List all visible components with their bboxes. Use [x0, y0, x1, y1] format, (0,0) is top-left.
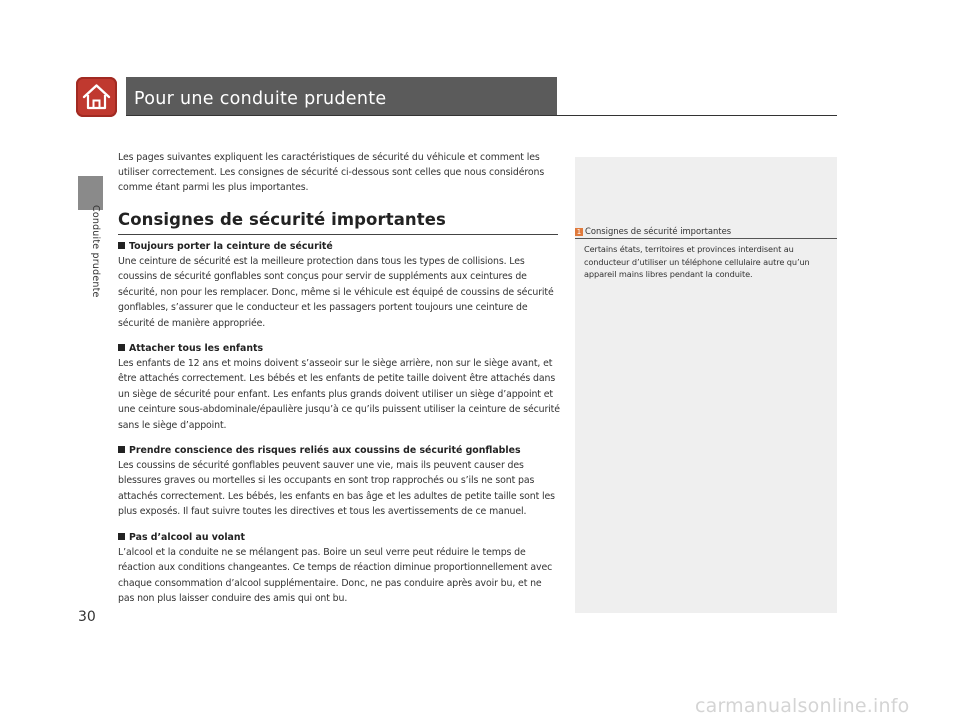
bullet-square-icon	[118, 242, 125, 249]
safety-item	[118, 530, 560, 607]
safety-item-body: Une ceinture de sécurité est la meilleure protection dans tous les types de collisions. Les coussins de sécurité gonflables sont conçus pour servir de suppléments aux ceintures de sécurité, non pour les remplacer. Donc, même si le véhicule est équipé de coussins de sécurité gonflables, s’assurer que le conducteur et les passagers portent toujours une ceinture de sécurité de manière appropriée.	[118, 256, 554, 329]
side-note-body: Certains états, territoires et provinces interdisent au conducteur d’utiliser un téléphone cellulaire autre qu’un appareil mains libres pendant la conduite.	[584, 244, 810, 279]
safety-item-heading: Prendre conscience des risques reliés aux coussins de sécurité gonflables	[129, 445, 521, 457]
safety-item-body: L’alcool et la conduite ne se mélangent pas. Boire un seul verre peut réduire le temps de réaction aux conditions changeantes. Ce temps de réaction diminue proportionnellement avec chaque consommation d’alcool supplémentaire. Donc, ne pas conduire après avoir bu, et ne pas non plus laisser conduire des amis qui ont bu.	[118, 546, 553, 604]
safety-item-body: Les enfants de 12 ans et moins doivent s’asseoir sur le siège arrière, non sur le siège avant, et être attachés correctement. Les bébés et les enfants de petite taille doivent être attachés dans un siège de sécurité pour enfant. Les enfants plus grands doivent utiliser un siège d’appoint et une ceinture sous-abdominale/épaulière jusqu’à ce qu’ils puissent utiliser la ceinture de sécurité sans le siège d’appoint.	[118, 358, 560, 431]
watermark: carmanualsonline.info	[695, 695, 910, 717]
home-icon	[81, 82, 112, 112]
safety-item-heading: Pas d’alcool au volant	[129, 531, 246, 543]
safety-item-heading: Toujours porter la ceinture de sécurité	[129, 241, 333, 252]
safety-item-heading-row	[118, 239, 560, 254]
safety-item-heading: Attacher tous les enfants	[129, 343, 264, 355]
home-button[interactable]	[76, 77, 117, 117]
page-number: 30	[78, 609, 96, 625]
section-divider	[118, 234, 558, 235]
intro-paragraph: Les pages suivantes expliquent les caractéristiques de sécurité du véhicule et comment les utiliser correctement. Les consignes de sécurité ci-dessous sont celles que nous considérons comme étant parmi les plus importantes.	[118, 152, 545, 193]
safety-item	[118, 239, 560, 331]
page-title: Pour une conduite prudente	[134, 89, 387, 109]
side-note-divider	[575, 238, 837, 239]
note-number-icon: 1	[576, 228, 582, 236]
side-note-heading: Consignes de sécurité importantes	[585, 226, 732, 236]
chapter-label: Conduite prudente	[90, 205, 101, 298]
safety-item	[118, 341, 560, 433]
safety-item-body: Les coussins de sécurité gonflables peuvent sauver une vie, mais ils peuvent causer des blessures graves ou mortelles si les occupants en sont trop rapprochés ou s’ils ne sont pas attachés correctement. Les bébés, les enfants en bas âge et les adultes de petite taille sont les plus exposés. Il faut suivre toutes les directives et tous les avertissements de ce manuel.	[118, 460, 555, 518]
safety-item-heading-row	[118, 341, 560, 356]
section-title: Consignes de sécurité importantes	[118, 210, 446, 229]
safety-item	[118, 443, 560, 520]
main-content	[118, 150, 560, 606]
title-divider	[126, 115, 837, 116]
bullet-square-icon	[118, 344, 125, 351]
safety-item-heading-row	[118, 443, 560, 458]
safety-item-heading-row	[118, 530, 560, 545]
bullet-square-icon	[118, 533, 125, 540]
bullet-square-icon	[118, 446, 125, 453]
page-title-bar	[126, 77, 557, 115]
